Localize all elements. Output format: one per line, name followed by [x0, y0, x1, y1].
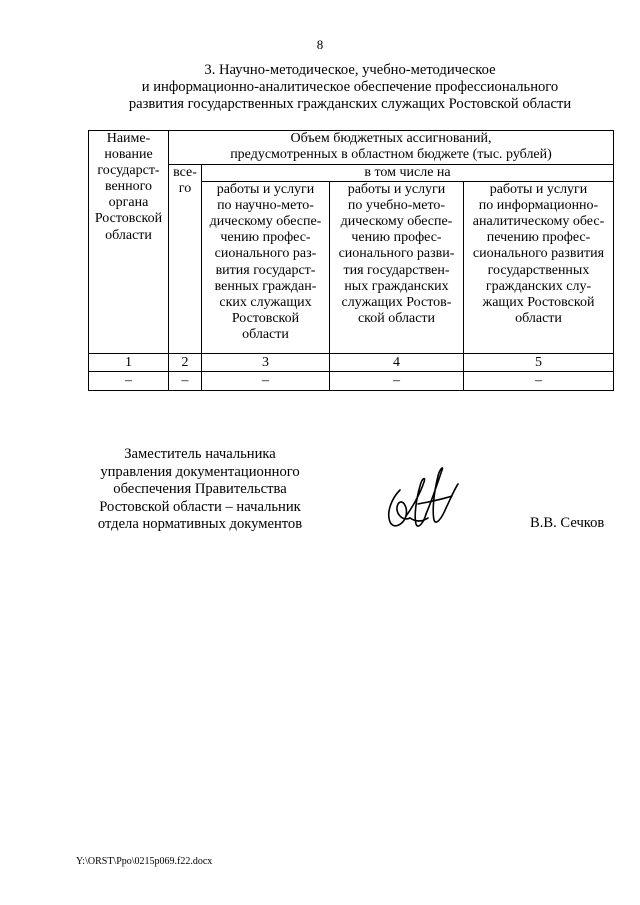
header-line: дическому обеспе- — [209, 214, 322, 230]
header-line: все- — [173, 165, 197, 180]
table-cell: – — [89, 372, 169, 391]
header-line: венных граждан- — [214, 278, 317, 294]
table-cell: – — [202, 372, 330, 391]
org-name-header — [89, 131, 169, 354]
table-row — [89, 372, 614, 391]
header-line: Наиме- — [106, 131, 151, 146]
header-line: дическому обеспе- — [340, 214, 453, 230]
header-line: области — [242, 326, 289, 342]
header-line: работы и услуги — [347, 182, 446, 198]
header-line: гражданских слу- — [485, 278, 592, 294]
column-number: 5 — [464, 354, 614, 372]
header-line: Объем бюджетных ассигнований, — [290, 131, 492, 146]
signer-title — [90, 446, 310, 534]
header-line: Ростовской — [94, 211, 163, 227]
signer-title-line: Ростовской области – начальник — [99, 498, 301, 515]
signer-title-line: Заместитель начальника — [124, 446, 276, 462]
heading-line-1: 3. Научно-методическое, учебно-методическое — [204, 62, 496, 78]
heading-line-2: и информационно-аналитическое обеспечение профессионального — [141, 79, 559, 95]
header-line: государст- — [97, 163, 160, 179]
scientific-methodical-header — [202, 182, 330, 354]
header-line: работы и услуги — [216, 182, 315, 198]
file-path: Y:\ORST\Ppo\0215p069.f22.docx — [76, 856, 213, 867]
header-line: служащих Ростов- — [341, 294, 452, 310]
column-number: 3 — [202, 354, 330, 372]
table-cell: – — [464, 372, 614, 391]
header-line: области — [515, 310, 562, 326]
column-number: 1 — [89, 354, 169, 372]
budget-allocations-header — [169, 131, 614, 165]
header-line: сионального раз- — [214, 246, 317, 262]
header-line: ных гражданских — [344, 278, 449, 294]
column-number: 2 — [169, 354, 202, 372]
educational-methodical-header — [330, 182, 464, 354]
signer-title-line: обеспечения Правительства — [113, 481, 287, 497]
page-number: 8 — [316, 37, 324, 52]
header-line: го — [178, 181, 192, 197]
column-number: 4 — [330, 354, 464, 372]
header-line: сионального разви- — [338, 246, 455, 262]
signer-name: В.В. Сечков — [530, 515, 605, 531]
header-line: Ростовской — [231, 310, 300, 326]
header-line: ской области — [357, 310, 436, 326]
signer-title-line: отдела нормативных документов — [97, 516, 303, 532]
header-line: нование — [104, 147, 153, 163]
header-line: сионального развития — [472, 246, 605, 262]
heading-line-3: развития государственных гражданских служащих Ростовской области — [128, 96, 572, 112]
section-heading — [70, 62, 630, 113]
header-line: тия государствен- — [343, 262, 450, 278]
header-line: чению профес- — [220, 230, 311, 246]
budget-table — [88, 130, 614, 391]
header-line: печению профес- — [486, 230, 591, 246]
signer-title-line: управления документационного — [100, 463, 300, 480]
header-line: по учебно-мето- — [347, 198, 446, 214]
information-analytical-header — [464, 182, 614, 354]
header-line: ских служащих — [219, 294, 312, 310]
header-line: предусмотренных в областном бюджете (тыс. рублей) — [230, 147, 552, 163]
header-line: жащих Ростовской — [482, 294, 595, 310]
header-line: венного — [104, 179, 153, 195]
header-line: области — [105, 227, 152, 243]
header-line: по научно-мето- — [217, 198, 314, 214]
handwritten-signature — [380, 460, 470, 540]
header-line: работы и услуги — [489, 182, 588, 198]
including-header: в том числе на — [202, 165, 614, 182]
table-cell: – — [330, 372, 464, 391]
header-line: государственных — [487, 262, 590, 278]
header-line: по информационно- — [478, 198, 599, 214]
total-header — [169, 165, 202, 354]
table-cell: – — [169, 372, 202, 391]
header-line: аналитическому обес- — [472, 214, 605, 230]
header-line: вития государст- — [215, 262, 316, 278]
column-numbers-row — [89, 354, 614, 372]
header-line: чению профес- — [351, 230, 442, 246]
header-line: органа — [108, 195, 149, 211]
